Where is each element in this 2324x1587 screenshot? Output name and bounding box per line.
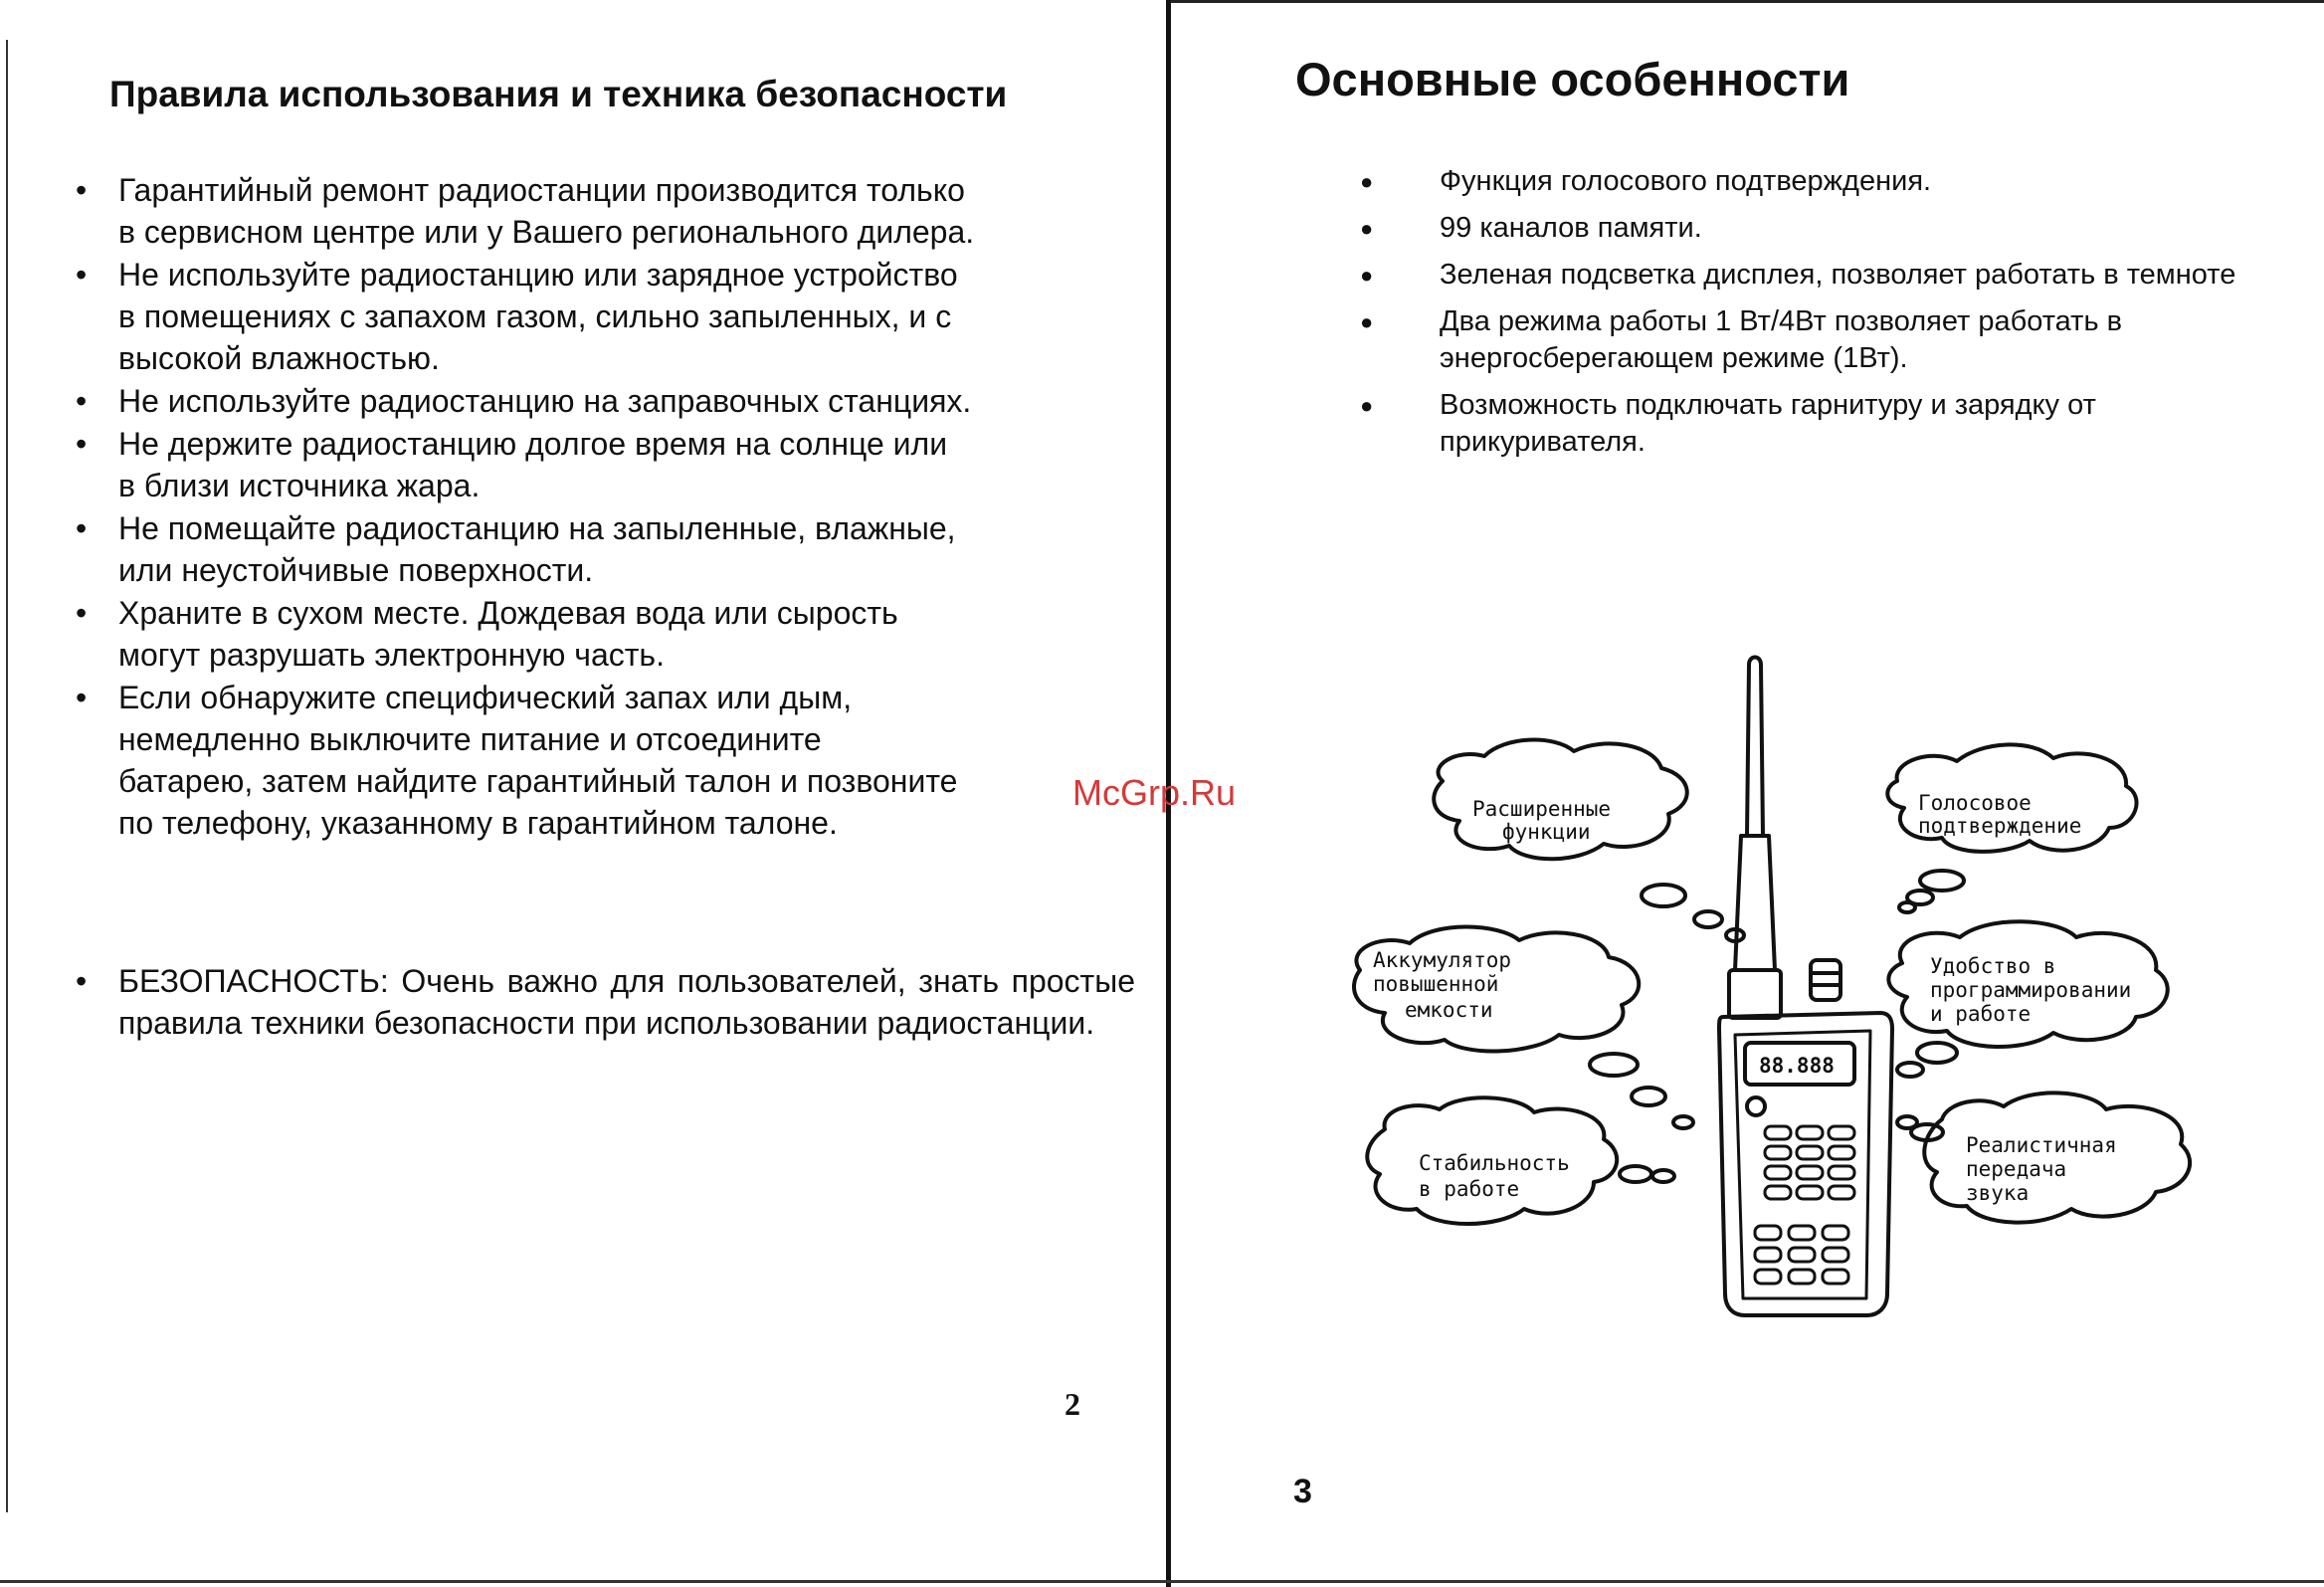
line: энергосберегающем режиме (1Вт). xyxy=(1440,342,1908,374)
right-page xyxy=(1166,0,2324,1587)
line: в близи источника жара. xyxy=(118,468,481,503)
rule-item xyxy=(70,169,1104,253)
bubble-sound-line-1: Реалистичная xyxy=(1966,1133,2117,1157)
thought-dot xyxy=(1642,885,1685,906)
rule-item xyxy=(70,677,1104,844)
bubble-sound-line-2: передача xyxy=(1966,1157,2067,1181)
thought-dot xyxy=(1899,902,1915,912)
line: Два режима работы 1 Вт/4Вт позволяет работать в xyxy=(1440,305,2123,337)
line: Функция голосового подтверждения. xyxy=(1440,165,1932,197)
bubble-extended-line-1: Расширенные xyxy=(1472,797,1612,821)
bubble-battery-line-3: емкости xyxy=(1405,998,1493,1022)
bubble-programming-line-3: и работе xyxy=(1930,1002,2032,1026)
left-page-title: Правила использования и техника безопасности xyxy=(109,74,1008,114)
line: Не используйте радиостанцию на заправочных станциях. xyxy=(118,383,972,419)
rule-item xyxy=(70,423,1104,506)
radio-antenna-base xyxy=(1735,836,1775,970)
line: Не используйте радиостанцию или зарядное устройство xyxy=(118,257,958,293)
line: в сервисном центре или у Вашего регионального дилера. xyxy=(118,214,975,250)
line: могут разрушать электронную часть. xyxy=(118,637,665,673)
bubble-sound-line-3: звука xyxy=(1966,1181,2030,1205)
radio-display-text: 88.888 xyxy=(1759,1054,1835,1078)
bubble-programming-line-2: программировании xyxy=(1930,978,2132,1002)
line: Гарантийный ремонт радиостанции производится только xyxy=(118,172,965,208)
line: Если обнаружите специфический запах или дым, xyxy=(118,680,853,715)
safety-paragraph: • БЕЗОПАСНОСТЬ: Очень важно для пользователей, знать простые правила техники безопасности при использовании радиостанции. xyxy=(70,960,1135,1044)
bubble-stability-line-1: Стабильность xyxy=(1419,1151,1570,1175)
bubble-stability-line-2: в работе xyxy=(1419,1177,1520,1201)
thought-dot xyxy=(1673,1116,1693,1128)
rule-item xyxy=(70,592,1104,676)
radio-keypad xyxy=(1755,1126,1854,1284)
rule-item xyxy=(70,507,1104,591)
thought-dot xyxy=(1920,871,1964,891)
thought-dot xyxy=(1620,1166,1651,1182)
radio-illustration xyxy=(1166,0,2324,1587)
line: Храните в сухом месте. Дождевая вода или сырость xyxy=(118,595,898,631)
page-number-right: 3 xyxy=(1293,1473,1312,1510)
line: или неустойчивые поверхности. xyxy=(118,552,594,588)
line: прикуривателя. xyxy=(1440,426,1646,458)
bubble-extended-line-2: функции xyxy=(1502,820,1591,844)
page-number-left: 2 xyxy=(1065,1386,1080,1422)
line: Не помещайте радиостанцию на запыленные, влажные, xyxy=(118,510,956,546)
thought-dot xyxy=(1897,1116,1917,1128)
line: Не держите радиостанцию долгое время на солнце или xyxy=(118,426,948,462)
bubble-battery-line-1: Аккумулятор xyxy=(1373,948,1512,972)
radio-antenna xyxy=(1747,658,1763,837)
thought-dot xyxy=(1652,1170,1674,1182)
radio-antenna-collar xyxy=(1729,970,1781,1018)
rule-item xyxy=(70,380,1104,422)
line: Зеленая подсветка дисплея, позволяет работать в темноте xyxy=(1440,259,2236,291)
bubble-programming-line-1: Удобство в xyxy=(1930,954,2056,978)
line: батарею, затем найдите гарантийный талон и позвоните xyxy=(118,763,958,799)
bubble-voice-line-1: Голосовое xyxy=(1918,791,2032,815)
watermark: McGrp.Ru xyxy=(1072,772,1237,813)
line: 99 каналов памяти. xyxy=(1440,212,1702,244)
radio-indicator xyxy=(1747,1097,1765,1115)
thought-dot xyxy=(1917,1043,1957,1063)
line: по телефону, указанному в гарантийном талоне. xyxy=(118,805,838,841)
line: Возможность подключать гарнитуру и зарядку от xyxy=(1440,389,2096,421)
rules-list xyxy=(70,169,1104,845)
bubble-voice-line-2: подтверждение xyxy=(1918,814,2082,838)
line: в помещениях с запахом газом, сильно запыленных, и с xyxy=(118,298,952,334)
right-page-title: Основные особенности xyxy=(1295,53,1850,105)
thought-dot xyxy=(1694,911,1722,927)
thought-dot xyxy=(1632,1088,1665,1105)
rule-item xyxy=(70,254,1104,379)
thought-dot xyxy=(1590,1054,1638,1076)
line: высокой влажностью. xyxy=(118,340,440,376)
bubble-battery-line-2: повышенной xyxy=(1373,972,1499,996)
line: немедленно выключите питание и отсоедините xyxy=(118,721,822,757)
thought-dot xyxy=(1897,1063,1923,1077)
radio-knob xyxy=(1811,960,1840,1000)
